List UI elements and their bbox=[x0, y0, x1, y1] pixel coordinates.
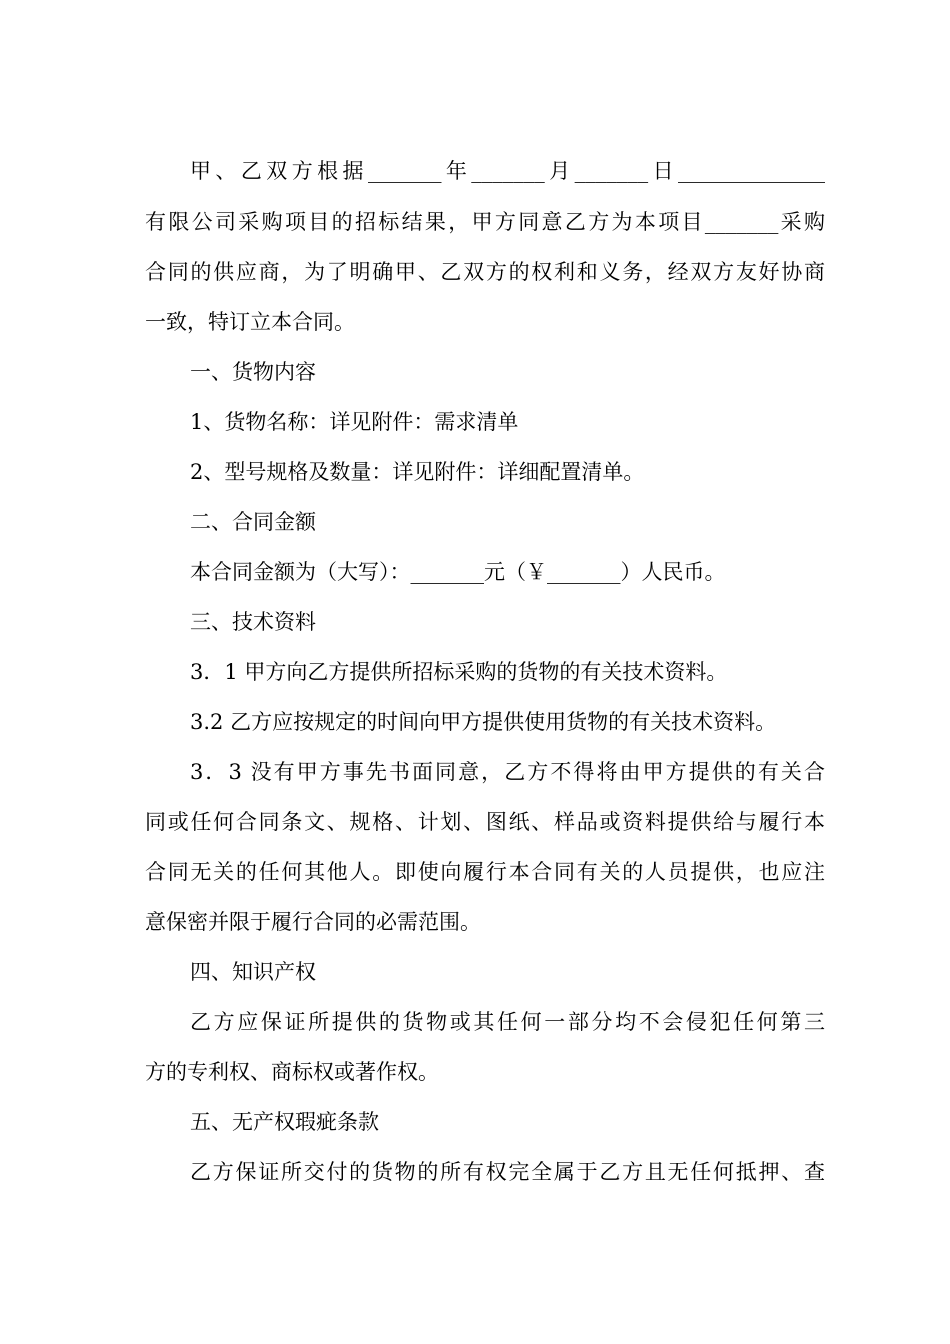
ip-clause-line-2: 方的专利权、商标权或著作权。 bbox=[145, 1060, 439, 1084]
ip-clause-line-1: 乙方应保证所提供的货物或其任何一部分均不会侵犯任何第三 bbox=[190, 1010, 825, 1034]
tech-clause-3-3-line-1: 3．3 没有甲方事先书面同意，乙方不得将由甲方提供的有关合 bbox=[190, 760, 825, 784]
paragraph-intro-line-3: 合同的供应商，为了明确甲、乙双方的权利和义务，经双方友好协商 bbox=[145, 260, 825, 284]
tech-clause-3-3-line-3: 合同无关的任何其他人。即使向履行本合同有关的人员提供，也应注 bbox=[145, 860, 825, 884]
tech-clause-3-1: 3．1 甲方向乙方提供所招标采购的货物的有关技术资料。 bbox=[190, 660, 728, 684]
tech-clause-3-2: 3.2 乙方应按规定的时间向甲方提供使用货物的有关技术资料。 bbox=[190, 710, 777, 734]
section-heading-tech: 三、技术资料 bbox=[190, 610, 316, 634]
tech-clause-3-3-line-4: 意保密并限于履行合同的必需范围。 bbox=[145, 910, 481, 934]
section-heading-ip: 四、知识产权 bbox=[190, 960, 316, 984]
title-defect-clause-line-1: 乙方保证所交付的货物的所有权完全属于乙方且无任何抵押、查 bbox=[190, 1160, 825, 1184]
tech-clause-3-3-line-2: 同或任何合同条文、规格、计划、图纸、样品或资料提供给与履行本 bbox=[145, 810, 825, 834]
paragraph-intro-line-4: 一致，特订立本合同。 bbox=[145, 310, 355, 334]
section-heading-goods: 一、货物内容 bbox=[190, 360, 316, 384]
paragraph-intro-line-1: 甲、乙双方根据_______年_______月_______日______________ bbox=[190, 159, 825, 183]
goods-spec-line: 2、型号规格及数量：详见附件：详细配置清单。 bbox=[190, 460, 645, 484]
amount-line: 本合同金额为（大写）：_______元（￥_______）人民币。 bbox=[190, 560, 726, 584]
goods-name-line: 1、货物名称：详见附件：需求清单 bbox=[190, 410, 519, 434]
section-heading-amount: 二、合同金额 bbox=[190, 510, 316, 534]
section-heading-title-defect: 五、无产权瑕疵条款 bbox=[190, 1110, 379, 1134]
paragraph-intro-line-2: 有限公司采购项目的招标结果，甲方同意乙方为本项目_______采购 bbox=[145, 210, 825, 234]
